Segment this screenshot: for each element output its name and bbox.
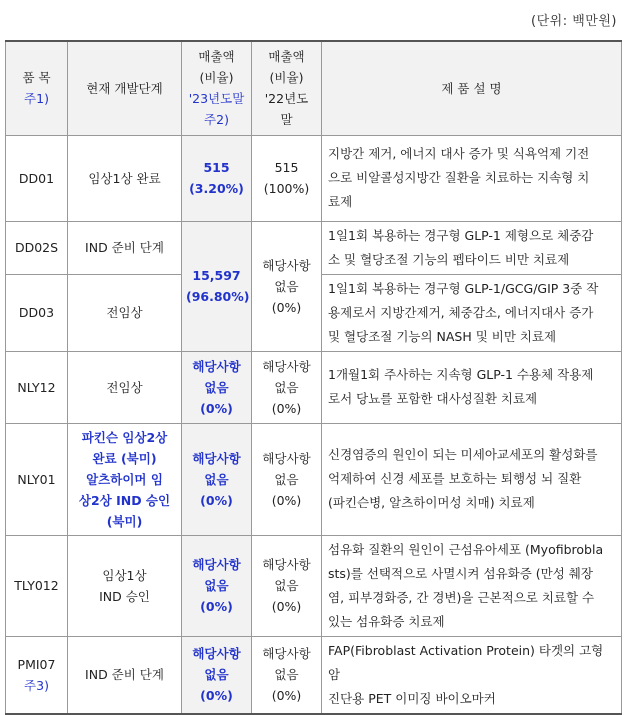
sales-2022	[252, 351, 322, 423]
product-name: DD02S	[6, 221, 68, 274]
sales-2023	[182, 423, 252, 535]
sales-2023-line: 해당사항	[192, 358, 241, 374]
sales-2023-line: 해당사항	[192, 646, 241, 661]
sales-2022-line: 없음	[274, 471, 299, 487]
dev-stage-line: IND 승인	[99, 588, 150, 604]
sales-2023-line: 해당사항	[192, 557, 241, 572]
sales-2023	[182, 351, 252, 423]
product-name: DD03	[6, 274, 68, 351]
description-line: 1일1회 복용하는 경구형 GLP-1/GCG/GIP 3중 작	[328, 280, 599, 296]
description-line: 료제	[328, 194, 353, 209]
product-description	[322, 135, 622, 221]
header-sales-2023-line4: 주2)	[204, 112, 229, 128]
sales-2022	[252, 535, 322, 636]
sales-2022-line: 없음	[274, 578, 299, 593]
sales-2022-line: 해당사항	[262, 450, 311, 466]
dev-stage	[68, 535, 182, 636]
description-line: 으로 비알콜성지방간 질환을 치료하는 지속형 치	[328, 170, 590, 185]
header-sales-2022	[252, 41, 322, 135]
header-stage: 현재 개발단계	[68, 41, 182, 135]
header-sales-2023-line2: (비율)	[199, 70, 234, 86]
sales-2023-line: (0%)	[200, 492, 233, 508]
sales-2022-line: 해당사항	[262, 358, 311, 374]
sales-2023-line: 없음	[204, 578, 229, 593]
header-product	[6, 41, 68, 135]
product-table	[5, 40, 622, 715]
description-line: 있는 섬유화증 치료제	[328, 613, 445, 629]
description-line: 1개월1회 주사하는 지속형 GLP-1 수용체 작용제	[328, 367, 594, 382]
product-name: NLY01	[6, 423, 68, 535]
sales-2023-value: 15,597	[192, 268, 241, 283]
product-description	[322, 274, 622, 351]
table-row	[6, 351, 622, 423]
sales-2022-line: (0%)	[271, 400, 302, 416]
description-line: FAP(Fibroblast Activation Protein) 타겟의 고형암	[328, 642, 604, 682]
header-sales-2023-line3: '23년도말	[188, 91, 245, 107]
sales-2022-line: (0%)	[271, 688, 302, 703]
sales-2023-line: 없음	[204, 471, 229, 487]
header-description: 제 품 설 명	[322, 41, 622, 135]
product-description	[322, 221, 622, 274]
description-line: (파킨슨병, 알츠하이머성 치매) 치료제	[328, 495, 535, 510]
table-row	[6, 135, 622, 221]
header-sales-2022-line2: (비율)	[269, 70, 304, 86]
product-name: NLY12	[6, 351, 68, 423]
sales-2022-line: 없음	[274, 667, 299, 682]
sales-2023-merged	[182, 221, 252, 351]
sales-2023-line: (0%)	[200, 599, 233, 614]
sales-2022-line: 해당사항	[262, 557, 311, 572]
dev-stage-line: 알츠하이머 임	[86, 471, 163, 487]
sales-2022-line: 없음	[274, 379, 299, 395]
dev-stage: 전임상	[68, 351, 182, 423]
sales-2022-line: 없음	[274, 278, 299, 294]
dev-stage: 전임상	[68, 274, 182, 351]
description-line: 섬유화 질환의 원인이 근섬유아세포 (Myofibrobla	[328, 541, 604, 557]
sales-2022-merged	[252, 221, 322, 351]
dev-stage-line: 완료 (북미)	[92, 450, 157, 466]
sales-2023-line: (0%)	[200, 400, 233, 416]
sales-2022-line: 해당사항	[262, 257, 311, 273]
description-line: 로서 당뇨를 포함한 대사성질환 치료제	[328, 391, 538, 406]
product-description	[322, 423, 622, 535]
description-line: 억제하여 신경 세포를 보호하는 퇴행성 뇌 질환	[328, 471, 582, 486]
dev-stage: 임상1상 완료	[68, 135, 182, 221]
description-line: 염, 피부경화증, 간 경변)을 근본적으로 치료할 수	[328, 589, 595, 605]
sales-2022-line: (0%)	[271, 492, 302, 508]
sales-2023-ratio: (3.20%)	[189, 181, 244, 196]
header-sales-2023	[182, 41, 252, 135]
header-sales-2022-line4: 말	[280, 112, 293, 128]
dev-stage-line: 파킨슨 임상2상	[81, 429, 168, 445]
sales-2022	[252, 423, 322, 535]
header-row	[6, 41, 622, 135]
sales-2022-value: 515	[274, 160, 299, 175]
dev-stage: IND 준비 단계	[68, 221, 182, 274]
sales-2023-ratio: (96.80%)	[186, 289, 250, 304]
sales-2022-ratio: (100%)	[263, 181, 310, 196]
sales-2022	[252, 135, 322, 221]
description-line: sts)를 선택적으로 사멸시켜 섬유화증 (만성 췌장	[328, 565, 593, 581]
product-name: TLY012	[6, 535, 68, 636]
product-description	[322, 351, 622, 423]
sales-2023-value: 515	[203, 160, 230, 175]
unit-note: (단위: 백만원)	[531, 14, 617, 29]
sales-2023	[182, 135, 252, 221]
description-line: 및 혈당조절 기능의 NASH 및 비만 치료제	[328, 328, 557, 344]
sales-2023-line: (0%)	[200, 688, 233, 703]
sales-2023	[182, 535, 252, 636]
header-product-label: 품 목	[22, 70, 51, 86]
header-product-note: 주1)	[24, 91, 49, 107]
dev-stage-line: 상2상 IND 승인	[78, 492, 171, 508]
table-row	[6, 535, 622, 636]
description-line: 용제로서 지방간제거, 체중감소, 에너지대사 증가	[328, 304, 594, 320]
dev-stage	[68, 423, 182, 535]
sales-2022-line: 해당사항	[262, 646, 311, 661]
description-line: 신경염증의 원인이 되는 미세아교세포의 활성화를	[328, 447, 598, 462]
product-name: DD01	[6, 135, 68, 221]
table-row	[6, 221, 622, 274]
sales-2022-line: (0%)	[271, 299, 302, 315]
description-line: 1일1회 복용하는 경구형 GLP-1 제형으로 체중감	[328, 227, 594, 243]
dev-stage-line: 임상1상	[102, 567, 147, 583]
product-description	[322, 535, 622, 636]
sales-2023-line: 없음	[204, 667, 229, 682]
description-line: 소 및 혈당조절 기능의 펩타이드 비만 치료제	[328, 251, 570, 267]
header-sales-2022-line3: '22년도	[264, 91, 309, 107]
header-sales-2022-line1: 매출액	[268, 49, 305, 65]
sales-2023-line: 해당사항	[192, 450, 241, 466]
description-line: 진단용 PET 이미징 바이오마커	[328, 690, 496, 706]
table-row	[6, 423, 622, 535]
dev-stage: IND 준비 단계	[68, 636, 182, 714]
description-line: 지방간 제거, 에너지 대사 증가 및 식욕억제 기전	[328, 146, 590, 161]
dev-stage-line: (북미)	[106, 513, 143, 529]
product-name-note: 주3)	[24, 677, 49, 693]
header-sales-2023-line1: 매출액	[198, 49, 235, 65]
product-name-label: PMI07	[17, 656, 56, 672]
sales-2022-line: (0%)	[271, 599, 302, 614]
sales-2023-line: 없음	[204, 379, 229, 395]
